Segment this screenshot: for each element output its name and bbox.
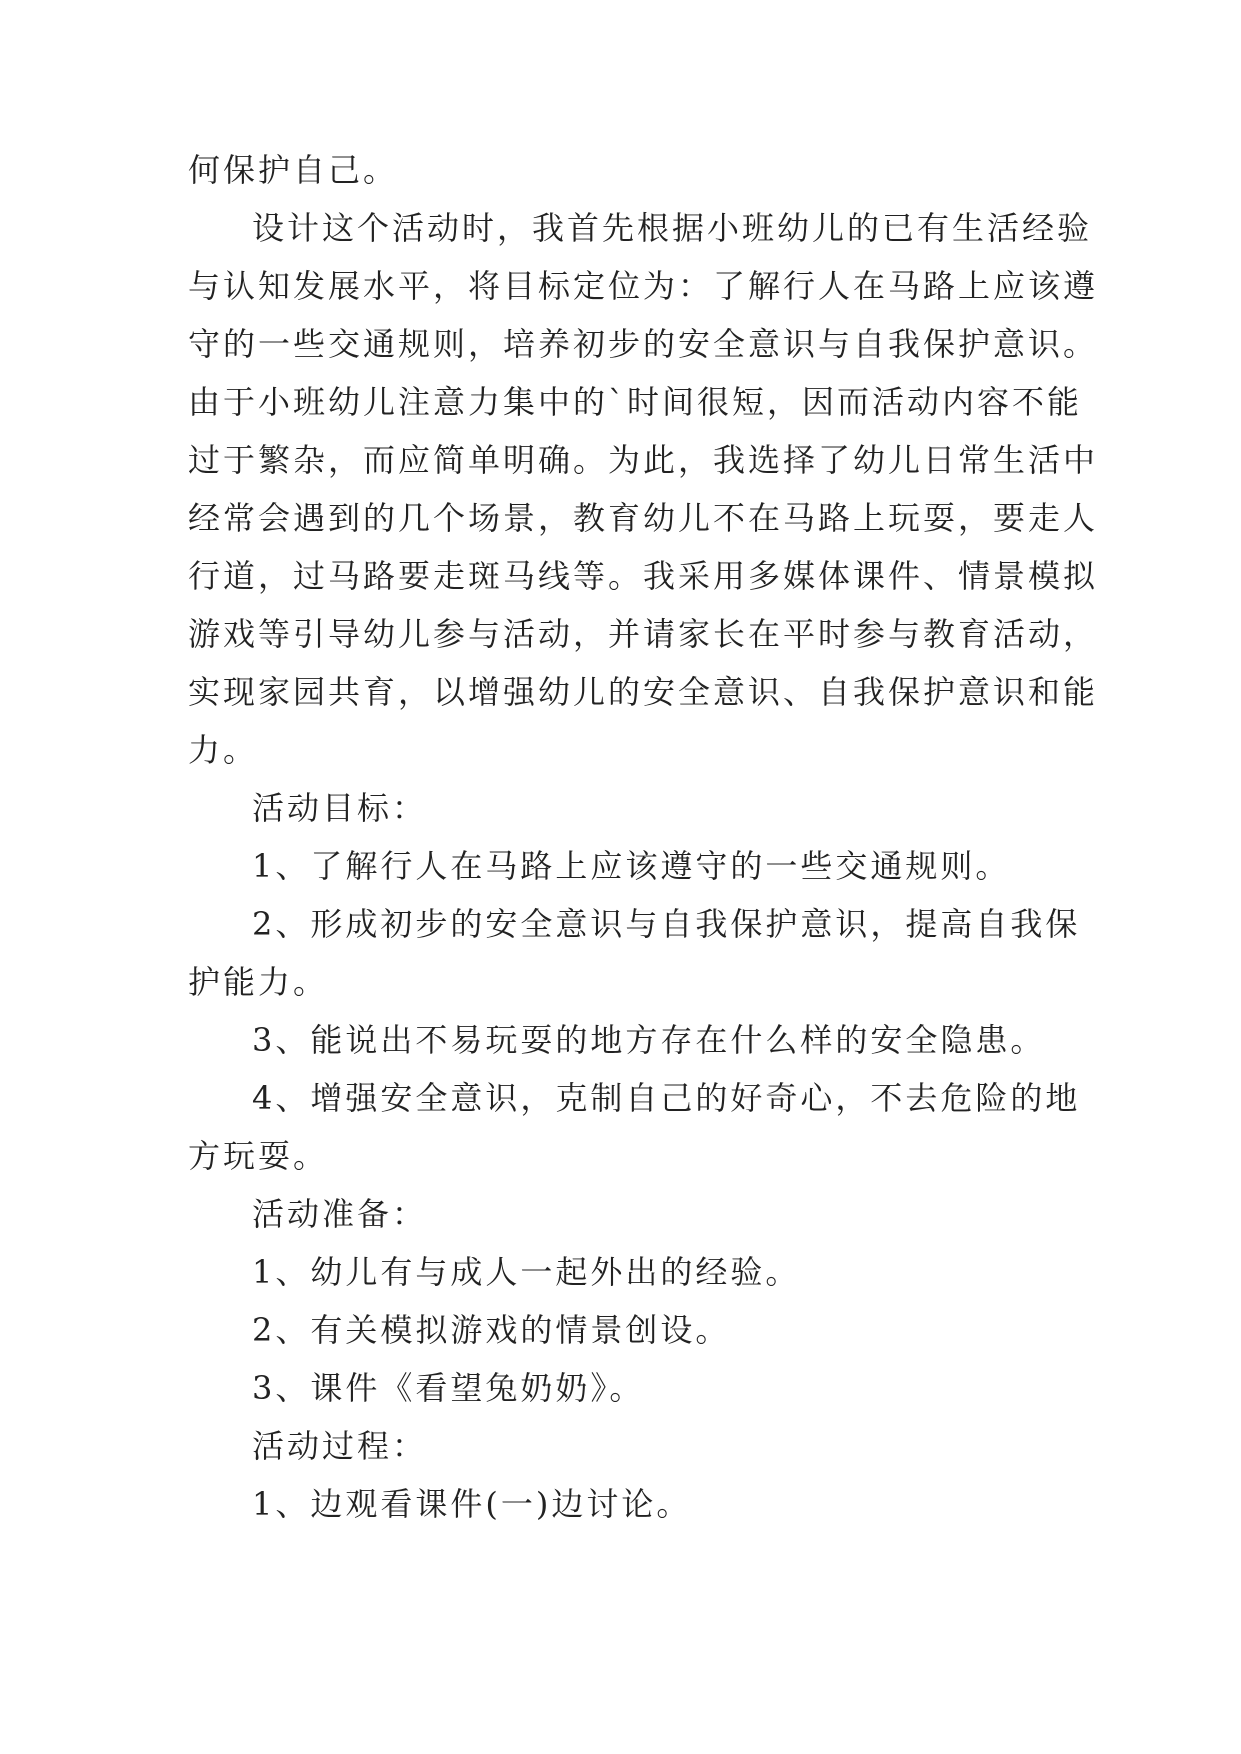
text-line: 何保护自己。 — [188, 151, 399, 189]
text-line: 实现家园共育，以增强幼儿的安全意识、自我保护意识和能 — [188, 673, 1099, 711]
text-line: 由于小班幼儿注意力集中的`时间很短，因而活动内容不能 — [188, 383, 1083, 421]
list-item: 1、了解行人在马路上应该遵守的一些交通规则。 — [252, 847, 1011, 885]
text-line: 与认知发展水平，将目标定位为：了解行人在马路上应该遵 — [188, 267, 1099, 305]
text-line: 经常会遇到的几个场景，教育幼儿不在马路上玩耍，要走人 — [188, 499, 1099, 537]
text-line: 游戏等引导幼儿参与活动，并请家长在平时参与教育活动， — [188, 615, 1099, 653]
text-line: 过于繁杂，而应简单明确。为此，我选择了幼儿日常生活中 — [188, 441, 1099, 479]
section-heading-process: 活动过程： — [252, 1427, 428, 1465]
text-line: 力。 — [188, 731, 259, 769]
list-item: 3、课件《看望兔奶奶》。 — [252, 1369, 645, 1407]
section-heading-goals: 活动目标： — [252, 789, 428, 827]
paragraph-line: 设计这个活动时，我首先根据小班幼儿的已有生活经验 — [252, 209, 1093, 247]
text-line: 行道，过马路要走斑马线等。我采用多媒体课件、情景模拟 — [188, 557, 1099, 595]
list-item: 1、边观看课件(一)边讨论。 — [252, 1485, 692, 1523]
list-item: 2、形成初步的安全意识与自我保护意识，提高自我保 — [252, 905, 1081, 943]
text-line: 方玩耍。 — [188, 1137, 329, 1175]
text-line: 护能力。 — [188, 963, 329, 1001]
list-item: 1、幼儿有与成人一起外出的经验。 — [252, 1253, 801, 1291]
text-line: 守的一些交通规则，培养初步的安全意识与自我保护意识。 — [188, 325, 1099, 363]
list-item: 2、有关模拟游戏的情景创设。 — [252, 1311, 731, 1349]
section-heading-preparation: 活动准备： — [252, 1195, 428, 1233]
list-item: 3、能说出不易玩耍的地方存在什么样的安全隐患。 — [252, 1021, 1046, 1059]
list-item: 4、增强安全意识，克制自己的好奇心，不去危险的地 — [252, 1079, 1081, 1117]
